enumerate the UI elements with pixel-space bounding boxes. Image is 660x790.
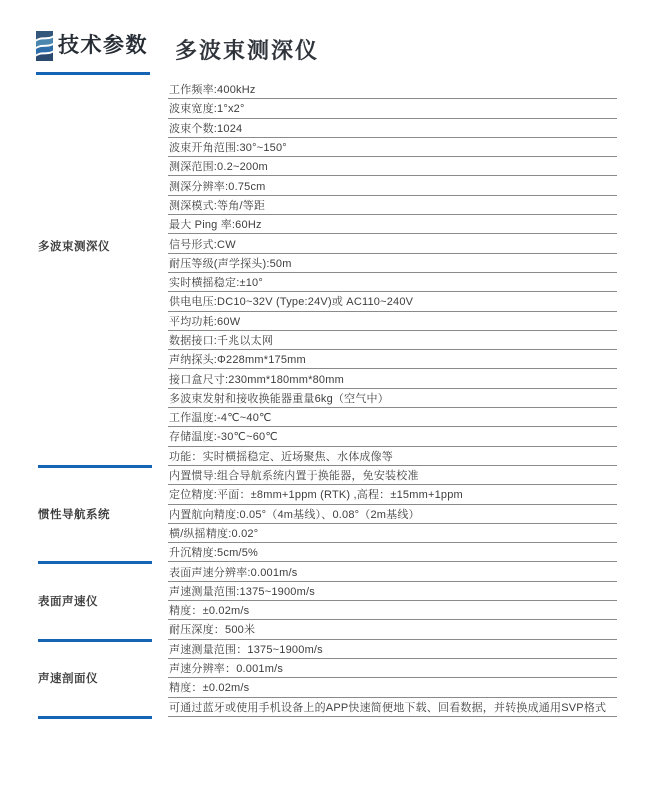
spec-row: 可通过蓝牙或使用手机设备上的APP快速简便地下载、回看数据，并转换成通用SVP格式 xyxy=(168,698,617,717)
spec-row: 耐压等级(声学探头):50m xyxy=(168,254,617,273)
spec-row: 声速测量范围：1375~1900m/s xyxy=(168,640,617,659)
category-label: 惯性导航系统 xyxy=(38,509,110,522)
spec-row: 测深模式:等角/等距 xyxy=(168,196,617,215)
rows-cell xyxy=(168,466,617,562)
spec-row: 功能：实时横摇稳定、近场聚焦、水体成像等 xyxy=(168,447,617,466)
spec-row: 升沉精度:5cm/5% xyxy=(168,543,617,562)
spec-row: 声纳探头:Φ228mm*175mm xyxy=(168,350,617,369)
spec-row: 信号形式:CW xyxy=(168,234,617,253)
category-label: 声速剖面仪 xyxy=(38,673,98,686)
product-title: 多波束测深仪 xyxy=(175,38,320,63)
spec-row: 存储温度:-30℃~60℃ xyxy=(168,427,617,446)
spec-section xyxy=(38,466,617,562)
spec-section xyxy=(38,640,617,717)
spec-row: 波束宽度:1°x2° xyxy=(168,99,617,118)
category-label: 表面声速仪 xyxy=(38,596,98,609)
category-cell xyxy=(38,562,168,639)
spec-row: 精度：±0.02m/s xyxy=(168,601,617,620)
spec-row: 横/纵摇精度:0.02° xyxy=(168,524,617,543)
spec-table xyxy=(38,80,617,717)
wave-layers-icon xyxy=(36,31,53,61)
spec-row: 声速分辨率：0.001m/s xyxy=(168,659,617,678)
spec-row: 工作温度:-4℃~40℃ xyxy=(168,408,617,427)
rows-cell xyxy=(168,562,617,639)
spec-row: 声速测量范围:1375~1900m/s xyxy=(168,582,617,601)
spec-row: 定位精度:平面：±8mm+1ppm (RTK) ,高程：±15mm+1ppm xyxy=(168,485,617,504)
spec-row: 供电电压:DC10~32V (Type:24V)或 AC110~240V xyxy=(168,292,617,311)
spec-row: 多波束发射和接收换能器重量6kg（空气中） xyxy=(168,389,617,408)
spec-row: 测深范围:0.2~200m xyxy=(168,157,617,176)
rows-cell xyxy=(168,80,617,466)
spec-row: 波束个数:1024 xyxy=(168,119,617,138)
spec-section xyxy=(38,80,617,466)
spec-row: 平均功耗:60W xyxy=(168,312,617,331)
spec-row: 接口盒尺寸:230mm*180mm*80mm xyxy=(168,369,617,388)
spec-row: 数据接口:千兆以太网 xyxy=(168,331,617,350)
section-header xyxy=(36,31,148,61)
spec-row: 内置惯导:组合导航系统内置于换能器，免安装校准 xyxy=(168,466,617,485)
spec-row: 测深分辨率:0.75cm xyxy=(168,176,617,195)
category-cell xyxy=(38,80,168,466)
spec-row: 工作频率:400kHz xyxy=(168,80,617,99)
rows-cell xyxy=(168,640,617,717)
spec-row: 内置航向精度:0.05°（4m基线）、0.08°（2m基线） xyxy=(168,505,617,524)
section-divider xyxy=(38,716,152,719)
category-cell xyxy=(38,640,168,717)
spec-row: 表面声速分辨率:0.001m/s xyxy=(168,562,617,581)
spec-section xyxy=(38,562,617,639)
spec-row: 波束开角范围:30°~150° xyxy=(168,138,617,157)
spec-row: 最大 Ping 率:60Hz xyxy=(168,215,617,234)
spec-row: 耐压深度：500米 xyxy=(168,620,617,639)
category-cell xyxy=(38,466,168,562)
section-title: 技术参数 xyxy=(58,34,148,57)
spec-row: 精度：±0.02m/s xyxy=(168,678,617,697)
spec-row: 实时横摇稳定:±10° xyxy=(168,273,617,292)
accent-underline xyxy=(36,72,150,75)
category-label: 多波束测深仪 xyxy=(38,240,110,253)
